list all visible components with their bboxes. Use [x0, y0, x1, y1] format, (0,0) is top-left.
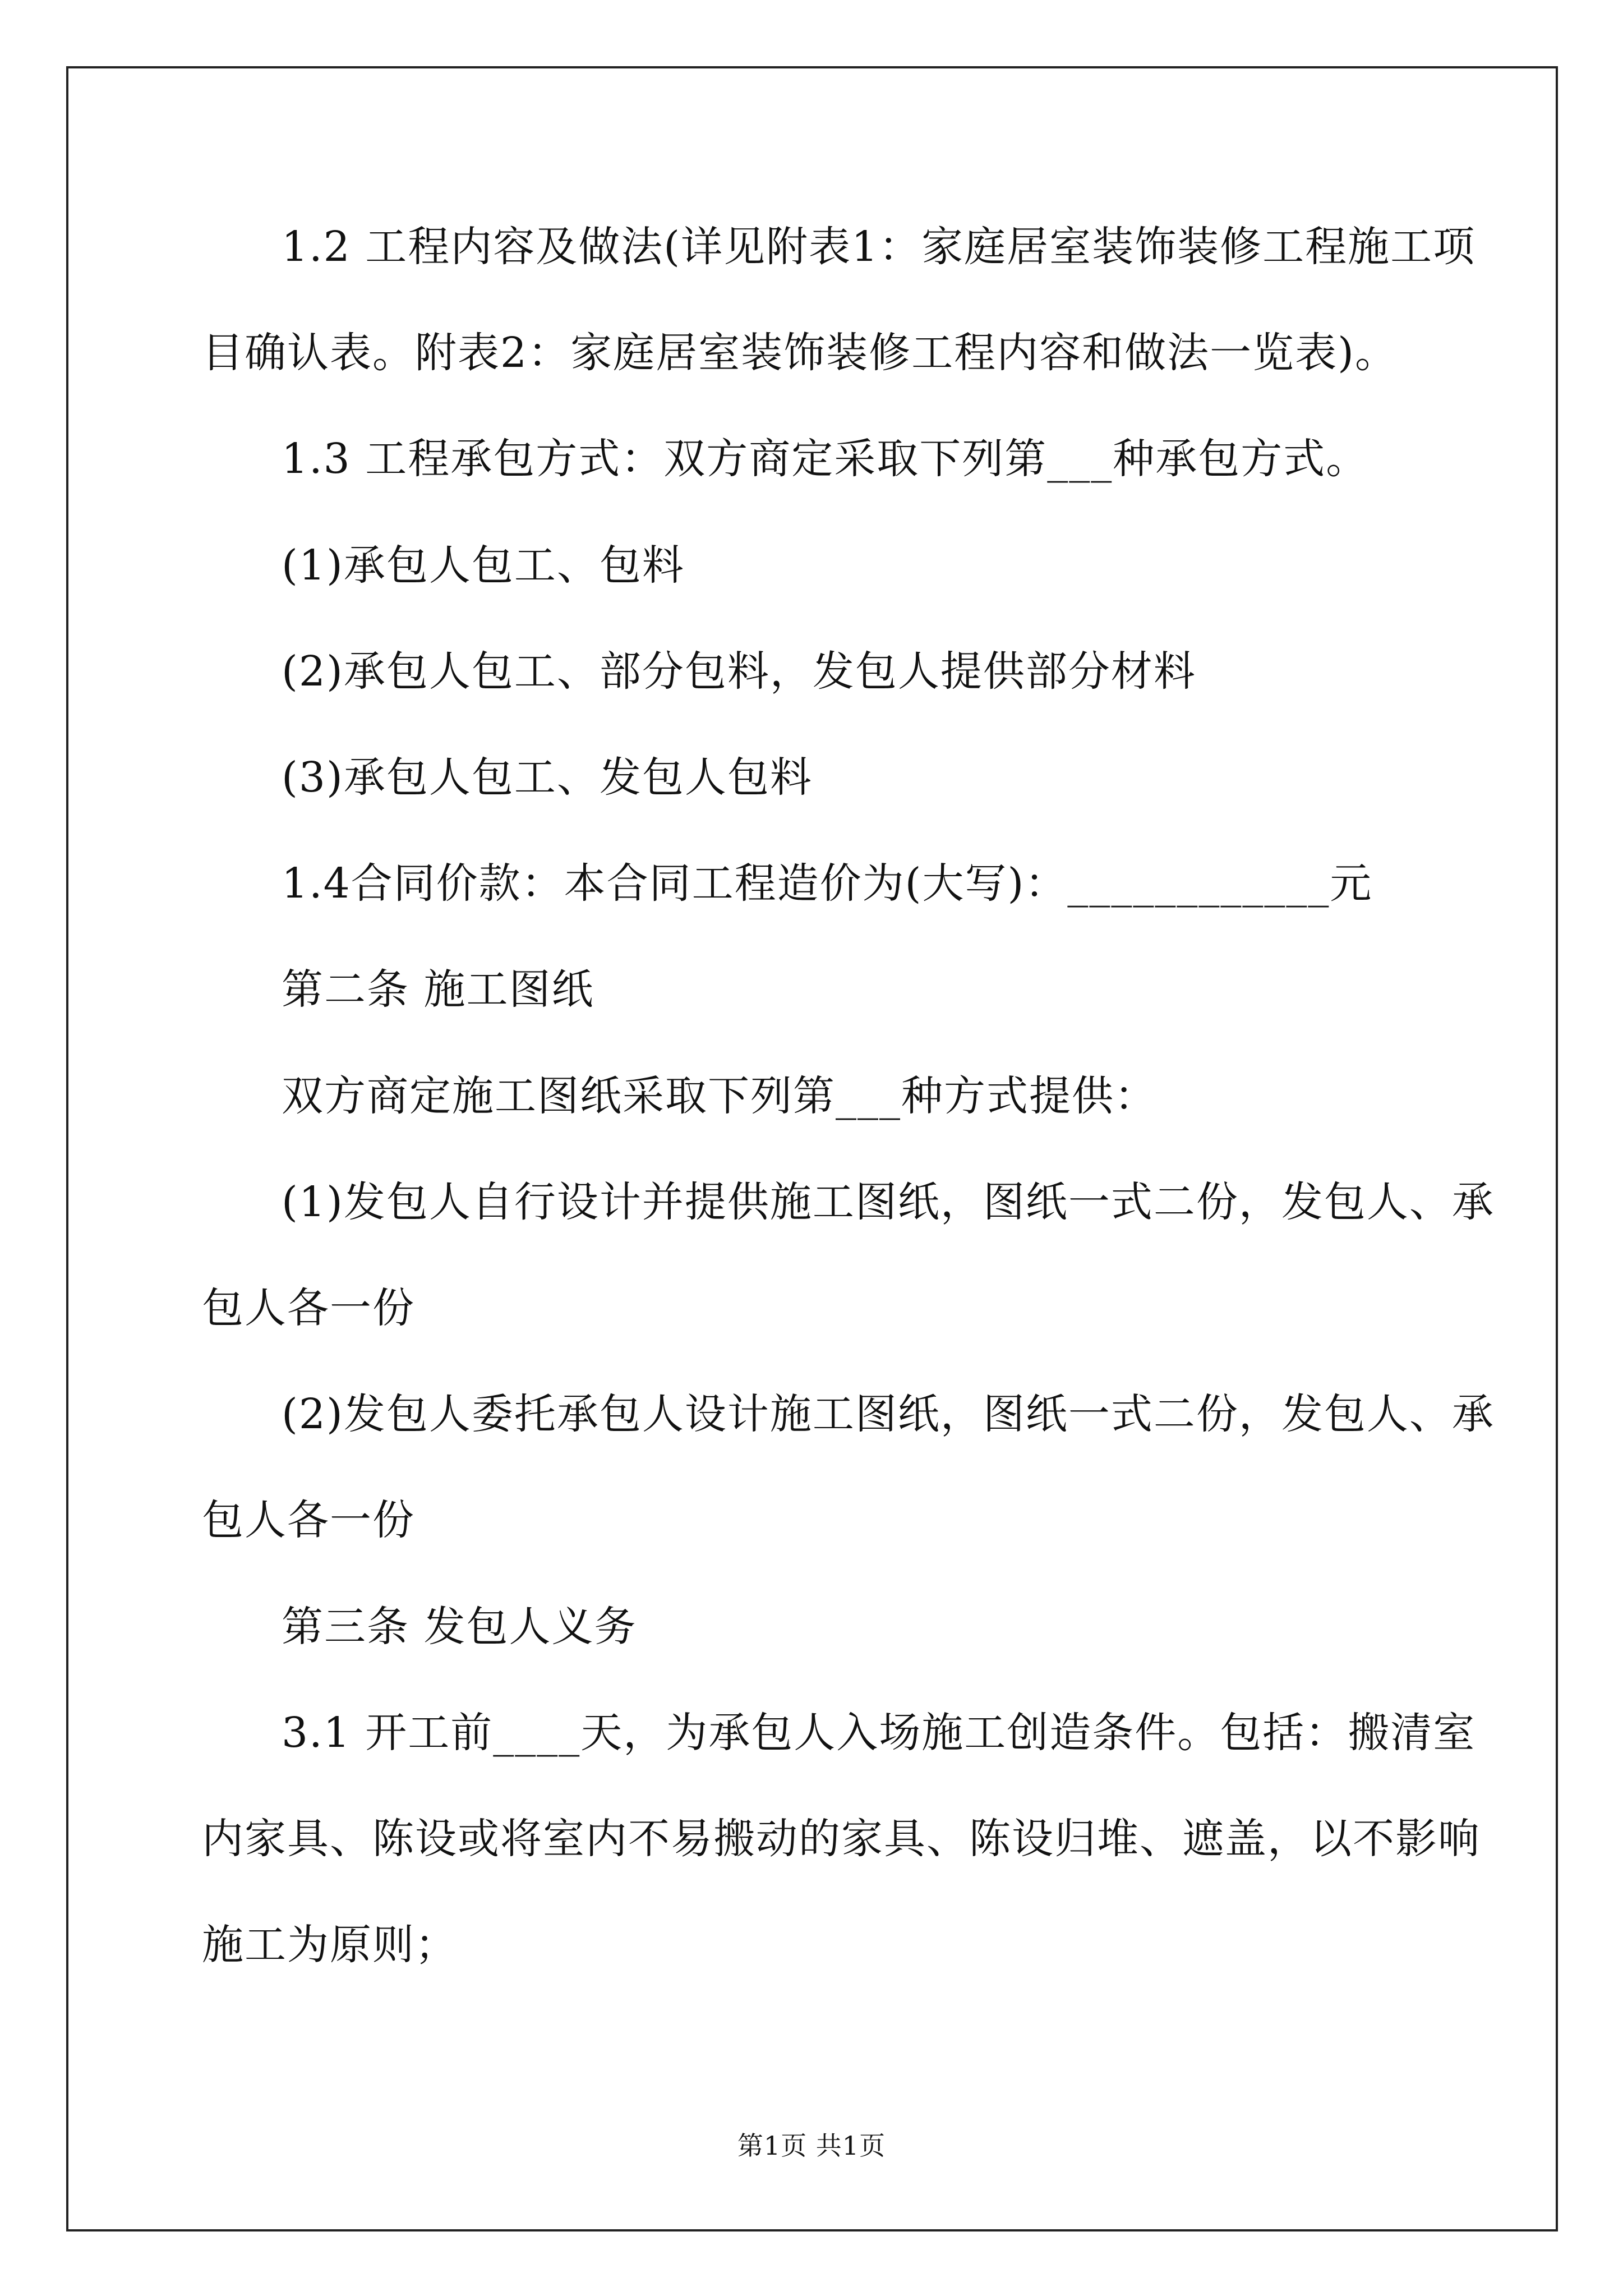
page-footer: 第1页 共1页 — [737, 2131, 886, 2161]
text-line: 目确认表。附表2：家庭居室装饰装修工程内容和做法一览表)。 — [202, 329, 1398, 377]
text-line: (3)承包人包工、发包人包料 — [282, 753, 813, 802]
text-line: 1.4合同价款：本合同工程造价为(大写)：____________元 — [282, 859, 1373, 908]
text-line: (1)承包人包工、包料 — [282, 541, 685, 590]
text-line: (2)发包人委托承包人设计施工图纸，图纸一式二份，发包人、承 — [282, 1390, 1495, 1438]
text-line: 1.3 工程承包方式：双方商定采取下列第___种承包方式。 — [282, 435, 1369, 483]
text-line: 内家具、陈设或将室内不易搬动的家具、陈设归堆、遮盖，以不影响 — [202, 1815, 1481, 1863]
section-heading: 第三条 发包人义务 — [282, 1603, 637, 1651]
text-line: 双方商定施工图纸采取下列第___种方式提供： — [282, 1072, 1157, 1120]
text-line: (1)发包人自行设计并提供施工图纸，图纸一式二份，发包人、承 — [282, 1178, 1495, 1226]
text-line: 包人各一份 — [202, 1496, 415, 1544]
text-line: (2)承包人包工、部分包料，发包人提供部分材料 — [282, 647, 1196, 696]
page-border — [66, 66, 1558, 2231]
section-heading: 第二条 施工图纸 — [282, 965, 594, 1014]
text-line: 包人各一份 — [202, 1284, 415, 1332]
text-line: 1.2 工程内容及做法(详见附表1：家庭居室装饰装修工程施工项 — [282, 223, 1476, 271]
text-line: 施工为原则； — [202, 1921, 458, 1969]
text-line: 3.1 开工前____天，为承包人入场施工创造条件。包括：搬清室 — [282, 1709, 1476, 1757]
